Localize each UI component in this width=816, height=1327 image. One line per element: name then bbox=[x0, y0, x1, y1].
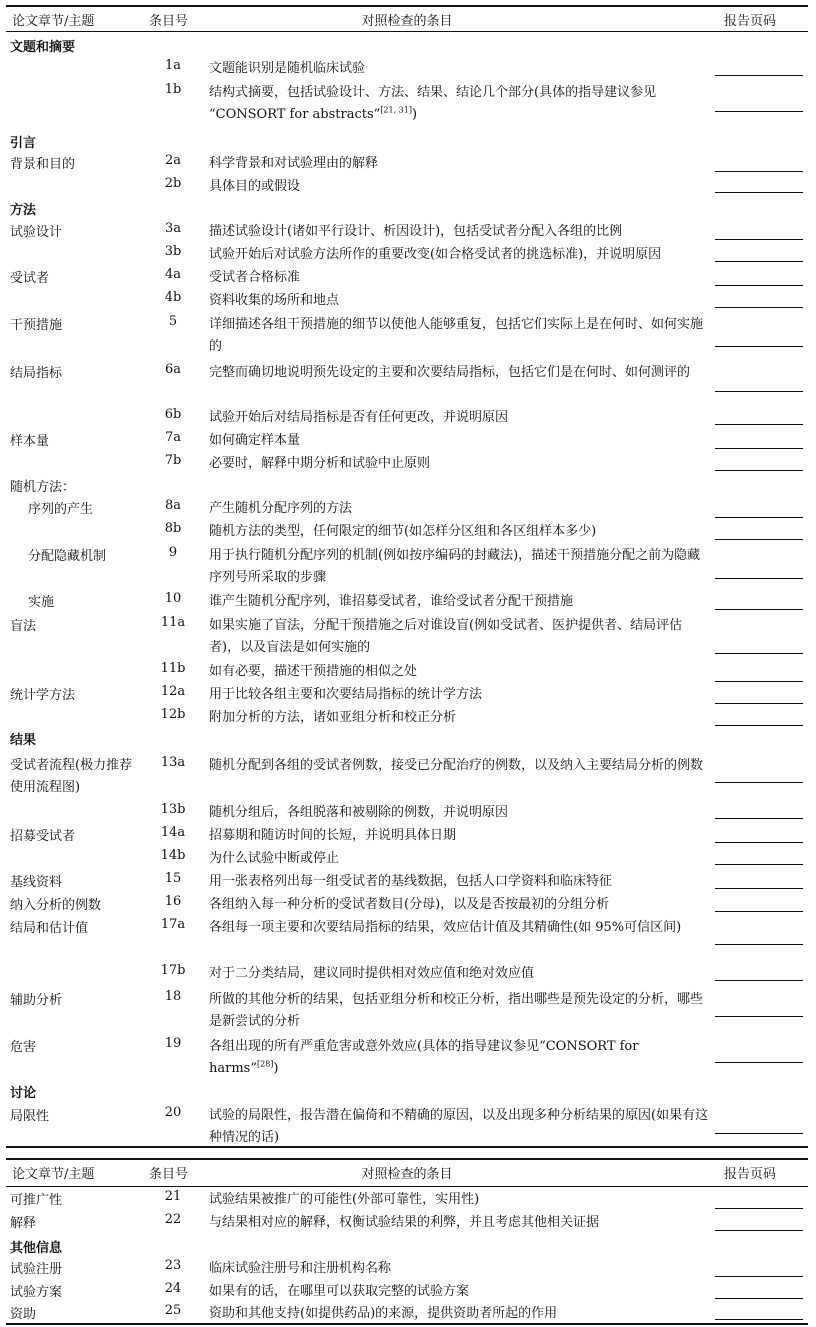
page-blank-line[interactable] bbox=[715, 703, 803, 704]
item-text: 必要时，解释中期分析和试验中止原则 bbox=[209, 456, 431, 471]
page-blank-line[interactable] bbox=[715, 171, 803, 172]
section-label: 背景和目的 bbox=[10, 157, 76, 172]
section-label: 试验注册 bbox=[10, 1262, 63, 1277]
item-text: 产生随机分配序列的方法 bbox=[209, 501, 353, 516]
item-text: 用于执行随机分配序列的机制(例如按序编码的封藏法)，描述干预措施分配之前为隐藏序列号所采取的步骤 bbox=[209, 548, 701, 585]
section-label: 结局和估计值 bbox=[10, 921, 89, 936]
section-label: 受试者 bbox=[10, 271, 50, 286]
table-header bbox=[6, 1159, 808, 1183]
section-label: 试验方案 bbox=[10, 1285, 63, 1300]
item-text: 文题能识别是随机临床试验 bbox=[209, 61, 366, 76]
section-label: 纳入分析的例数 bbox=[10, 898, 102, 913]
item-number: 14b bbox=[160, 848, 186, 863]
item-number: 9 bbox=[168, 545, 178, 560]
page-blank-line[interactable] bbox=[715, 239, 803, 240]
item-number: 24 bbox=[164, 1281, 182, 1296]
item-number: 5 bbox=[168, 314, 178, 329]
reference-mark: [28] bbox=[256, 1059, 274, 1069]
page-blank-line[interactable] bbox=[715, 391, 803, 392]
header-page: 报告页码 bbox=[724, 14, 777, 29]
page-blank-line[interactable] bbox=[715, 1208, 803, 1209]
item-number: 17b bbox=[160, 963, 186, 978]
item-text: 所做的其他分析的结果，包括亚组分析和校正分析，指出哪些是预先设定的分析，哪些是新尝试的分析 bbox=[209, 992, 704, 1029]
section-label: 受试者流程(极力推荐使用流程图) bbox=[10, 758, 133, 795]
item-number: 12b bbox=[160, 707, 186, 722]
table-bottom-rule bbox=[6, 1323, 808, 1325]
section-label: 解释 bbox=[10, 1216, 37, 1231]
item-number: 16 bbox=[164, 894, 182, 909]
item-number: 4b bbox=[164, 290, 182, 305]
item-text: 试验结果被推广的可能性(外部可靠性，实用性) bbox=[209, 1192, 480, 1207]
page-blank-line[interactable] bbox=[715, 448, 803, 449]
section-label: 危害 bbox=[10, 1040, 37, 1055]
page-blank-line[interactable] bbox=[715, 111, 803, 112]
header-page: 报告页码 bbox=[724, 1167, 777, 1182]
table-bottom-rule bbox=[6, 1146, 808, 1148]
item-number: 3a bbox=[164, 221, 182, 236]
page-blank-line[interactable] bbox=[715, 470, 803, 471]
item-text: 如果有的话，在哪里可以获取完整的试验方案 bbox=[209, 1284, 470, 1299]
page-blank-line[interactable] bbox=[715, 888, 803, 889]
section-label: 随机方法： bbox=[10, 480, 76, 495]
section-label: 序列的产生 bbox=[28, 502, 94, 517]
group-introduction: 引言 bbox=[10, 136, 37, 151]
item-text: 结构式摘要，包括试验设计、方法、结果、结论几个部分(具体的指导建议参见 “CONSORT for abstracts”[21, 31]) bbox=[209, 85, 657, 122]
page-blank-line[interactable] bbox=[715, 346, 803, 347]
item-number: 6b bbox=[164, 407, 182, 422]
item-number: 13a bbox=[160, 755, 186, 770]
item-text: 为什么试验中断或停止 bbox=[209, 851, 340, 866]
page-blank-line[interactable] bbox=[715, 725, 803, 726]
item-text: 随机分配到各组的受试者例数，接受已分配治疗的例数，以及纳入主要结局分析的例数 bbox=[209, 758, 704, 773]
item-text: 试验开始后对试验方法所作的重要改变(如合格受试者的挑选标准)，并说明原因 bbox=[209, 247, 662, 262]
section-label: 样本量 bbox=[10, 434, 50, 449]
item-number: 7a bbox=[164, 430, 182, 445]
item-text: 各组纳入每一种分析的受试者数目(分母)，以及是否按最初的分组分析 bbox=[209, 897, 610, 912]
item-text: 如果实施了盲法，分配干预措施之后对谁设盲(例如受试者、医护提供者、结局评估者)，以及盲法是如何实施的 bbox=[209, 618, 683, 655]
item-text: 附加分析的方法，诸如亚组分析和校正分析 bbox=[209, 710, 457, 725]
item-text: 具体目的或假设 bbox=[209, 179, 301, 194]
page-blank-line[interactable] bbox=[715, 1016, 803, 1017]
header-item: 对照检查的条目 bbox=[361, 14, 453, 29]
section-label: 实施 bbox=[28, 595, 55, 610]
item-number: 4a bbox=[164, 267, 182, 282]
header-number: 条目号 bbox=[149, 14, 189, 29]
section-label: 资助 bbox=[10, 1307, 37, 1322]
table-header bbox=[6, 6, 808, 30]
header-number: 条目号 bbox=[149, 1167, 189, 1182]
page-blank-line[interactable] bbox=[715, 1298, 803, 1299]
group-discussion: 讨论 bbox=[10, 1086, 37, 1101]
section-label: 基线资料 bbox=[10, 875, 63, 890]
item-number: 8a bbox=[164, 498, 182, 513]
item-number: 1a bbox=[164, 58, 182, 73]
section-label: 试验设计 bbox=[10, 225, 63, 240]
item-number: 11a bbox=[160, 615, 186, 630]
page-blank-line[interactable] bbox=[715, 842, 803, 843]
page-blank-line[interactable] bbox=[715, 980, 803, 981]
item-text: 资助和其他支持(如提供药品)的来源，提供资助者所起的作用 bbox=[209, 1306, 558, 1321]
section-label: 可推广性 bbox=[10, 1193, 63, 1208]
page-blank-line[interactable] bbox=[715, 539, 803, 540]
item-number: 12a bbox=[160, 684, 186, 699]
group-other-information: 其他信息 bbox=[10, 1241, 63, 1256]
item-text: 各组每一项主要和次要结局指标的结果，效应估计值及其精确性(如 95%可信区间) bbox=[209, 920, 682, 935]
header-section: 论文章节/主题 bbox=[12, 14, 95, 29]
header-section: 论文章节/主题 bbox=[12, 1167, 95, 1182]
section-label: 统计学方法 bbox=[10, 688, 76, 703]
header-rule bbox=[6, 31, 808, 32]
item-text: 招募期和随访时间的长短，并说明具体日期 bbox=[209, 828, 457, 843]
section-label: 盲法 bbox=[10, 619, 37, 634]
section-label: 局限性 bbox=[10, 1109, 50, 1124]
item-text: 用于比较各组主要和次要结局指标的统计学方法 bbox=[209, 687, 483, 702]
page-blank-line[interactable] bbox=[715, 944, 803, 945]
item-text: 受试者合格标准 bbox=[209, 270, 301, 285]
page-blank-line[interactable] bbox=[715, 75, 803, 76]
group-methods: 方法 bbox=[10, 203, 37, 218]
page-blank-line[interactable] bbox=[715, 578, 803, 579]
item-text: 科学背景和对试验理由的解释 bbox=[209, 156, 379, 171]
item-text: 随机方法的类型，任何限定的细节(如怎样分区组和各区组样本多少) bbox=[209, 524, 597, 539]
item-text: 资料收集的场所和地点 bbox=[209, 293, 340, 308]
item-number: 2b bbox=[164, 176, 182, 191]
group-title-abstract: 文题和摘要 bbox=[10, 40, 76, 55]
item-text: 如何确定样本量 bbox=[209, 433, 301, 448]
item-text: 详细描述各组干预措施的细节以使他人能够重复，包括它们实际上是在何时、如何实施的 bbox=[209, 317, 704, 354]
page-blank-line[interactable] bbox=[715, 681, 803, 682]
section-label: 辅助分析 bbox=[10, 993, 63, 1008]
page-blank-line[interactable] bbox=[715, 653, 803, 654]
item-text: 谁产生随机分配序列，谁招募受试者，谁给受试者分配干预措施 bbox=[209, 594, 574, 609]
page-blank-line[interactable] bbox=[715, 192, 803, 193]
item-text: 随机分组后，各组脱落和被剔除的例数，并说明原因 bbox=[209, 805, 509, 820]
item-number: 1b bbox=[164, 82, 182, 97]
item-number: 11b bbox=[160, 661, 186, 676]
page-blank-line[interactable] bbox=[715, 424, 803, 425]
item-text: 用一张表格列出每一组受试者的基线数据，包括人口学资料和临床特征 bbox=[209, 874, 613, 889]
item-number: 18 bbox=[164, 989, 182, 1004]
page-blank-line[interactable] bbox=[715, 285, 803, 286]
item-number: 7b bbox=[164, 453, 182, 468]
section-label: 结局指标 bbox=[10, 366, 63, 381]
page-blank-line[interactable] bbox=[715, 1276, 803, 1277]
item-number: 20 bbox=[164, 1105, 182, 1120]
item-number: 22 bbox=[164, 1212, 182, 1227]
reference-mark: [21, 31] bbox=[380, 105, 412, 115]
item-text: 临床试验注册号和注册机构名称 bbox=[209, 1261, 392, 1276]
section-label: 分配隐藏机制 bbox=[28, 549, 107, 564]
item-text: 与结果相对应的解释，权衡试验结果的利弊，并且考虑其他相关证据 bbox=[209, 1215, 600, 1230]
section-label: 招募受试者 bbox=[10, 829, 76, 844]
item-text: 完整而确切地说明预先设定的主要和次要结局指标，包括它们是在何时、如何测评的 bbox=[209, 365, 691, 380]
page-blank-line[interactable] bbox=[715, 782, 803, 783]
page-blank-line[interactable] bbox=[715, 1062, 803, 1063]
item-text: 描述试验设计(诸如平行设计、析因设计)，包括受试者分配入各组的比例 bbox=[209, 224, 623, 239]
header-rule bbox=[6, 1186, 808, 1187]
item-text: 各组出现的所有严重危害或意外效应(具体的指导建议参见“CONSORT for harms”[28]) bbox=[209, 1039, 639, 1076]
item-number: 14a bbox=[160, 825, 186, 840]
item-number: 19 bbox=[164, 1036, 182, 1051]
item-number: 25 bbox=[164, 1303, 182, 1318]
page-blank-line[interactable] bbox=[715, 261, 803, 262]
page-blank-line[interactable] bbox=[715, 818, 803, 819]
item-number: 8b bbox=[164, 521, 182, 536]
item-number: 6a bbox=[164, 362, 182, 377]
item-number: 10 bbox=[164, 591, 182, 606]
item-number: 2a bbox=[164, 153, 182, 168]
group-results: 结果 bbox=[10, 733, 37, 748]
item-text: 试验开始后对结局指标是否有任何更改，并说明原因 bbox=[209, 410, 509, 425]
item-text: 如有必要，描述干预措施的相似之处 bbox=[209, 664, 418, 679]
item-number: 17a bbox=[160, 917, 186, 932]
item-text: 试验的局限性，报告潜在偏倚和不精确的原因，以及出现多种分析结果的原因(如果有这种情况的话) bbox=[209, 1108, 709, 1145]
page-blank-line[interactable] bbox=[715, 609, 803, 610]
item-number: 15 bbox=[164, 871, 182, 886]
section-label: 干预措施 bbox=[10, 318, 63, 333]
item-number: 3b bbox=[164, 244, 182, 259]
header-item: 对照检查的条目 bbox=[361, 1167, 453, 1182]
item-number: 23 bbox=[164, 1258, 182, 1273]
item-number: 13b bbox=[160, 802, 186, 817]
page-blank-line[interactable] bbox=[715, 1230, 803, 1231]
page-blank-line[interactable] bbox=[715, 911, 803, 912]
page-blank-line[interactable] bbox=[715, 1133, 803, 1134]
item-number: 21 bbox=[164, 1189, 182, 1204]
item-text: 对于二分类结局，建议同时提供相对效应值和绝对效应值 bbox=[209, 966, 535, 981]
page-blank-line[interactable] bbox=[715, 307, 803, 308]
page-blank-line[interactable] bbox=[715, 864, 803, 865]
page-blank-line[interactable] bbox=[715, 1319, 803, 1320]
page-blank-line[interactable] bbox=[715, 517, 803, 518]
